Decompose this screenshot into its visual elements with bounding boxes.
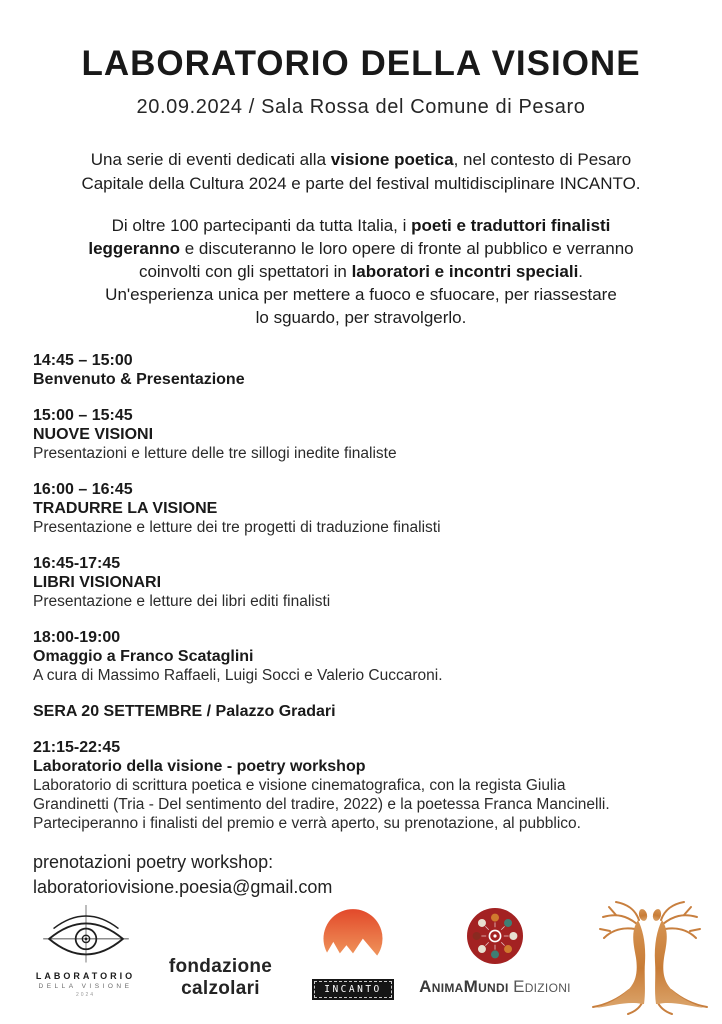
schedule-time: 16:00 – 16:45 [33, 481, 133, 498]
schedule-item [33, 351, 694, 389]
tree-figures-icon [585, 898, 715, 1016]
fondazione-calzolari-logo [138, 956, 303, 1000]
intro-line: Un'esperienza unica per mettere a fuoco e sfuocare, per riassestare [105, 285, 617, 304]
sponsor-logos [0, 898, 722, 1024]
schedule-title: LIBRI VISIONARI [33, 574, 162, 591]
incanto-sun-mountains-icon [312, 904, 394, 970]
schedule-title: Omaggio a Franco Scataglini [33, 648, 254, 665]
schedule-item [33, 480, 694, 537]
schedule-item [33, 738, 694, 833]
incanto-badge [312, 979, 394, 1000]
fondazione-calzolari-label: fondazione calzolari [168, 956, 273, 999]
intro-line: Di oltre 100 partecipanti da tutta Italia, i poeti e traduttori finalisti [111, 216, 611, 235]
animamundi-logo [410, 904, 580, 997]
schedule-desc: Presentazione e letture dei libri editi finalisti [33, 593, 331, 610]
intro-line: coinvolti con gli spettatori in laboratori e incontri speciali. [138, 262, 584, 281]
animamundi-label [410, 977, 580, 997]
intro-paragraph-2 [21, 214, 701, 329]
schedule-desc: A cura di Massimo Raffaeli, Luigi Socci e Valerio Cuccaroni. [33, 667, 443, 684]
tree-figures-logo [582, 898, 717, 1021]
poster-header [0, 0, 722, 120]
intro-line: lo sguardo, per stravolgerlo. [255, 308, 467, 327]
incanto-logo [303, 904, 403, 1000]
eye-icon [41, 902, 131, 964]
animamundi-suffix: Edizioni [513, 977, 571, 996]
page-title: LABORATORIO DELLA VISIONE [81, 44, 641, 83]
schedule-time: 18:00-19:00 [33, 629, 121, 646]
contact-section [0, 850, 722, 900]
schedule-item [33, 554, 694, 611]
schedule-item [33, 628, 694, 685]
schedule-section [0, 351, 722, 833]
schedule-item [33, 406, 694, 463]
booking-label: prenotazioni poetry workshop: [33, 852, 274, 872]
intro-line: Una serie di eventi dedicati alla visione poetica, nel contesto di Pesaro [90, 150, 632, 169]
intro-line: Capitale della Cultura 2024 e parte del festival multidisciplinare INCANTO. [81, 174, 641, 193]
schedule-title: TRADURRE LA VISIONE [33, 500, 218, 517]
intro-paragraph-1 [21, 148, 701, 196]
evening-section-header: SERA 20 SETTEMBRE / Palazzo Gradari [33, 703, 336, 720]
laboratorio-logo-text: LABORATORIO [35, 971, 136, 981]
booking-email: laboratoriovisione.poesia@gmail.com [33, 877, 333, 897]
schedule-time: 16:45-17:45 [33, 555, 121, 572]
intro-section [0, 148, 722, 329]
animamundi-name: AnimaMundi [419, 977, 509, 996]
laboratorio-logo-year: 2024 [75, 992, 96, 998]
schedule-title: NUOVE VISIONI [33, 426, 154, 443]
intro-line: leggeranno e discuteranno le loro opere di fronte al pubblico e verranno [88, 239, 634, 258]
schedule-time: 15:00 – 15:45 [33, 407, 133, 424]
laboratorio-logo-subtext: DELLA VISIONE [38, 983, 133, 990]
schedule-title: Benvenuto & Presentazione [33, 371, 245, 388]
schedule-desc-line: Parteciperanno i finalisti del premio e verrà aperto, su prenotazione, al pubblico. [33, 815, 581, 832]
laboratorio-logo [28, 902, 143, 998]
schedule-desc-line: Laboratorio di scrittura poetica e visione cinematografica, con la regista Giulia [33, 777, 566, 794]
schedule-title: Laboratorio della visione - poetry workshop [33, 758, 366, 775]
schedule-desc: Presentazioni e letture delle tre sillogi inedite finaliste [33, 445, 397, 462]
event-date-location: 20.09.2024 / Sala Rossa del Comune di Pesaro [136, 96, 586, 118]
animamundi-mandala-icon [463, 904, 527, 968]
schedule-time: 14:45 – 15:00 [33, 352, 133, 369]
schedule-desc-line: Grandinetti (Tria - Del sentimento del tradire, 2022) e la poetessa Franca Mancinelli. [33, 796, 610, 813]
schedule-time: 21:15-22:45 [33, 739, 121, 756]
incanto-label: INCANTO [314, 981, 392, 998]
schedule-desc: Presentazione e letture dei tre progetti di traduzione finalisti [33, 519, 441, 536]
